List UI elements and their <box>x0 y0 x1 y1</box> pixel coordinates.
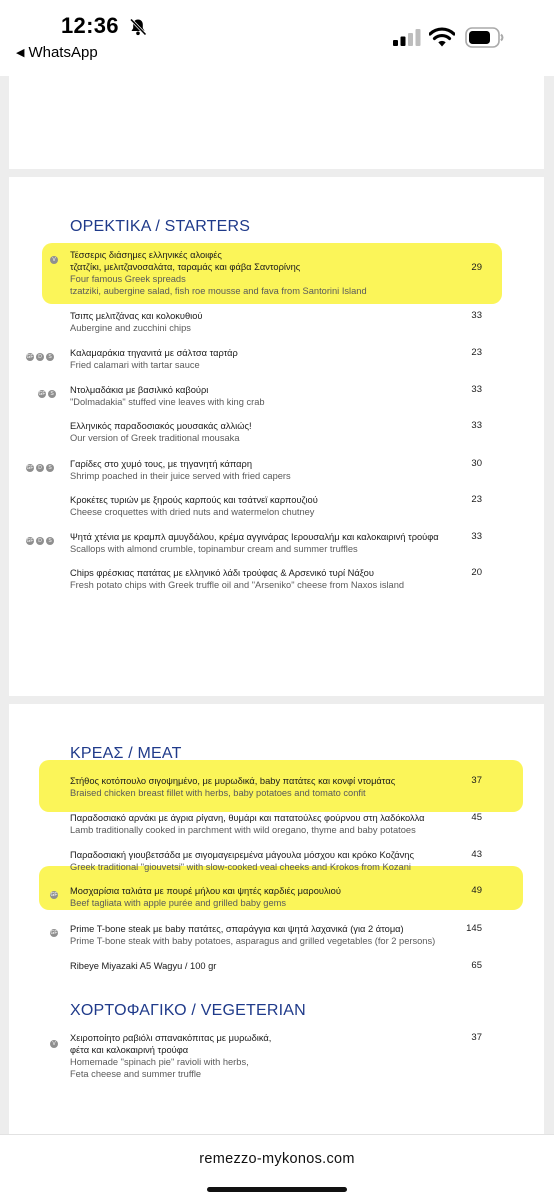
wifi-icon <box>429 27 455 47</box>
diet-badges <box>50 891 58 899</box>
item-price: 49 <box>471 885 482 896</box>
dairy-free-icon: D <box>36 537 44 545</box>
section-title-meat: ΚΡΕΑΣ / MEAT <box>70 745 182 762</box>
menu-item-spreads: Τέσσερις διάσημες ελληνικές αλοιφές τζατζίκι, μελιτζανοσαλάτα, ταραμάς και φάβα Σαντορίνης Four famous Greek spreads tzatziki, aubergine salad, fish roe mousse and fava from Santorini Island <box>70 250 367 296</box>
gluten-free-icon: GF <box>26 538 34 544</box>
item-price: 37 <box>471 1032 482 1043</box>
seafood-icon: S <box>46 464 54 472</box>
item-price: 33 <box>471 310 482 321</box>
menu-item-scallops: Ψητά χτένια με κραμπλ αμυγδάλου, κρέμα αγγινάρας Ιερουσαλήμ και καλοκαιρινή τρούφα Scallops with almond crumble, topinambur cream and summer truffles <box>70 532 439 554</box>
browser-address-bar[interactable] <box>0 1134 554 1200</box>
url-text[interactable]: remezzo-mykonos.com <box>199 1151 355 1167</box>
menu-item-dolmadakia: Ντολμαδάκια με βασιλικό καβούρι "Dolmadakia" stuffed vine leaves with king crab <box>70 385 265 407</box>
item-price: 33 <box>471 420 482 431</box>
item-price: 20 <box>471 567 482 578</box>
section-title-starters: ΟΡΕΚΤΙΚΑ / STARTERS <box>70 218 251 235</box>
dairy-free-icon: D <box>36 464 44 472</box>
menu-item-aubergine-chips: Τσιπς μελιτζάνας και κολοκυθιού Aubergine and zucchini chips <box>70 311 203 333</box>
menu-item-tagliata: Μοσχαρίσια ταλιάτα με πουρέ μήλου και ψητές καρδιές μαρουλιού Beef tagliata with apple purée and grilled baby gems <box>70 886 341 908</box>
diet-badges <box>26 464 54 472</box>
item-price: 145 <box>466 923 482 934</box>
signal-icon <box>393 29 421 46</box>
vegetarian-icon: V <box>50 256 58 264</box>
menu-page-meat <box>9 704 544 1134</box>
item-price: 23 <box>471 494 482 505</box>
item-price: 37 <box>471 775 482 786</box>
dairy-free-icon: D <box>36 353 44 361</box>
battery-icon <box>465 27 505 48</box>
diet-badges <box>38 390 56 398</box>
status-time: 12:36 <box>61 13 119 38</box>
item-price: 43 <box>471 849 482 860</box>
menu-item-lamb: Παραδοσιακό αρνάκι με άγρια ρίγανη, θυμάρι και πατατούλες φούρνου στη λαδόκολλα Lamb traditionally cooked in parchment with wild oregano, thyme and baby potatoes <box>70 813 425 835</box>
vegetarian-icon: V <box>50 1040 58 1048</box>
menu-page-previous <box>9 76 544 169</box>
menu-item-giouvetsi: Παραδοσιακή γιουβετσάδα με σιγομαγειρεμένα μάγουλα μόσχου και κρόκο Κοζάνης Greek traditional "giouvetsi" with slow-cooked veal cheeks and Krokos from Kozani <box>70 850 414 872</box>
seafood-icon: S <box>46 353 54 361</box>
back-app-label: WhatsApp <box>28 44 98 61</box>
diet-badges <box>26 353 54 361</box>
section-title-vegetarian: ΧΟΡΤΟΦΑΓΙΚΟ / VEGETERIAN <box>70 1002 306 1019</box>
gluten-free-icon: GF <box>38 391 46 397</box>
item-price: 45 <box>471 812 482 823</box>
gluten-free-icon: GF <box>50 930 58 936</box>
seafood-icon: S <box>46 537 54 545</box>
menu-item-mousaka: Ελληνικός παραδοσιακός μουσακάς αλλιώς! Our version of Greek traditional mousaka <box>70 421 252 443</box>
menu-item-cheese-croquettes: Κροκέτες τυριών με ξηρούς καρπούς και τσάτνεϊ καρπουζιού Cheese croquettes with dried nuts and watermelon chutney <box>70 495 318 517</box>
menu-item-potato-chips: Chips φρέσκιας πατάτας με ελληνικό λάδι τρούφας & Αρσενικό τυρί Νάξου Fresh potato chips with Greek truffle oil and "Arseniko" cheese from Naxos island <box>70 568 405 590</box>
gluten-free-icon: GF <box>26 465 34 471</box>
bell-slash-icon <box>128 17 148 37</box>
diet-badges <box>50 929 58 937</box>
home-indicator[interactable] <box>207 1187 347 1192</box>
seafood-icon: S <box>48 390 56 398</box>
menu-item-shrimp: Γαρίδες στο χυμό τους, με τηγανητή κάπαρη Shrimp poached in their juice served with fried capers <box>70 459 291 481</box>
item-price: 30 <box>471 458 482 469</box>
gluten-free-icon: GF <box>50 892 58 898</box>
item-price: 29 <box>471 262 482 273</box>
menu-item-calamari: Καλαμαράκια τηγανιτά με σάλτσα ταρτάρ Fried calamari with tartar sauce <box>70 348 238 370</box>
item-price: 33 <box>471 384 482 395</box>
diet-badges <box>50 1040 58 1048</box>
back-arrow-icon: ◀ <box>16 47 25 59</box>
menu-item-chicken: Στήθος κοτόπουλο σιγοψημένο, με μυρωδικά, baby πατάτες και κονφί ντομάτας Braised chicken breast fillet with herbs, baby potatoes and tomato confit <box>70 776 396 798</box>
back-to-whatsapp-link[interactable] <box>16 44 98 61</box>
gluten-free-icon: GF <box>26 354 34 360</box>
item-price: 33 <box>471 531 482 542</box>
menu-item-t-bone: Prime T-bone steak με baby πατάτες, σπαράγγια και ψητά λαχανικά (για 2 άτομα) Prime T-bone steak with baby potatoes, asparagus and grilled vegetables (for 2 persons) <box>70 924 436 946</box>
item-price: 65 <box>471 960 482 971</box>
status-bar <box>0 0 554 76</box>
diet-badges <box>26 537 54 545</box>
menu-item-wagyu: Ribeye Miyazaki A5 Wagyu / 100 gr <box>70 961 217 971</box>
menu-item-ravioli: Χειροποίητο ραβιόλι σπανακόπιτας με μυρωδικά, φέτα και καλοκαιρινή τρούφα Homemade "spinach pie" ravioli with herbs, Feta cheese and summer truffle <box>70 1033 272 1079</box>
diet-badges <box>50 256 58 264</box>
item-price: 23 <box>471 347 482 358</box>
menu-page-starters <box>9 177 544 696</box>
document-viewer[interactable] <box>0 76 554 1134</box>
